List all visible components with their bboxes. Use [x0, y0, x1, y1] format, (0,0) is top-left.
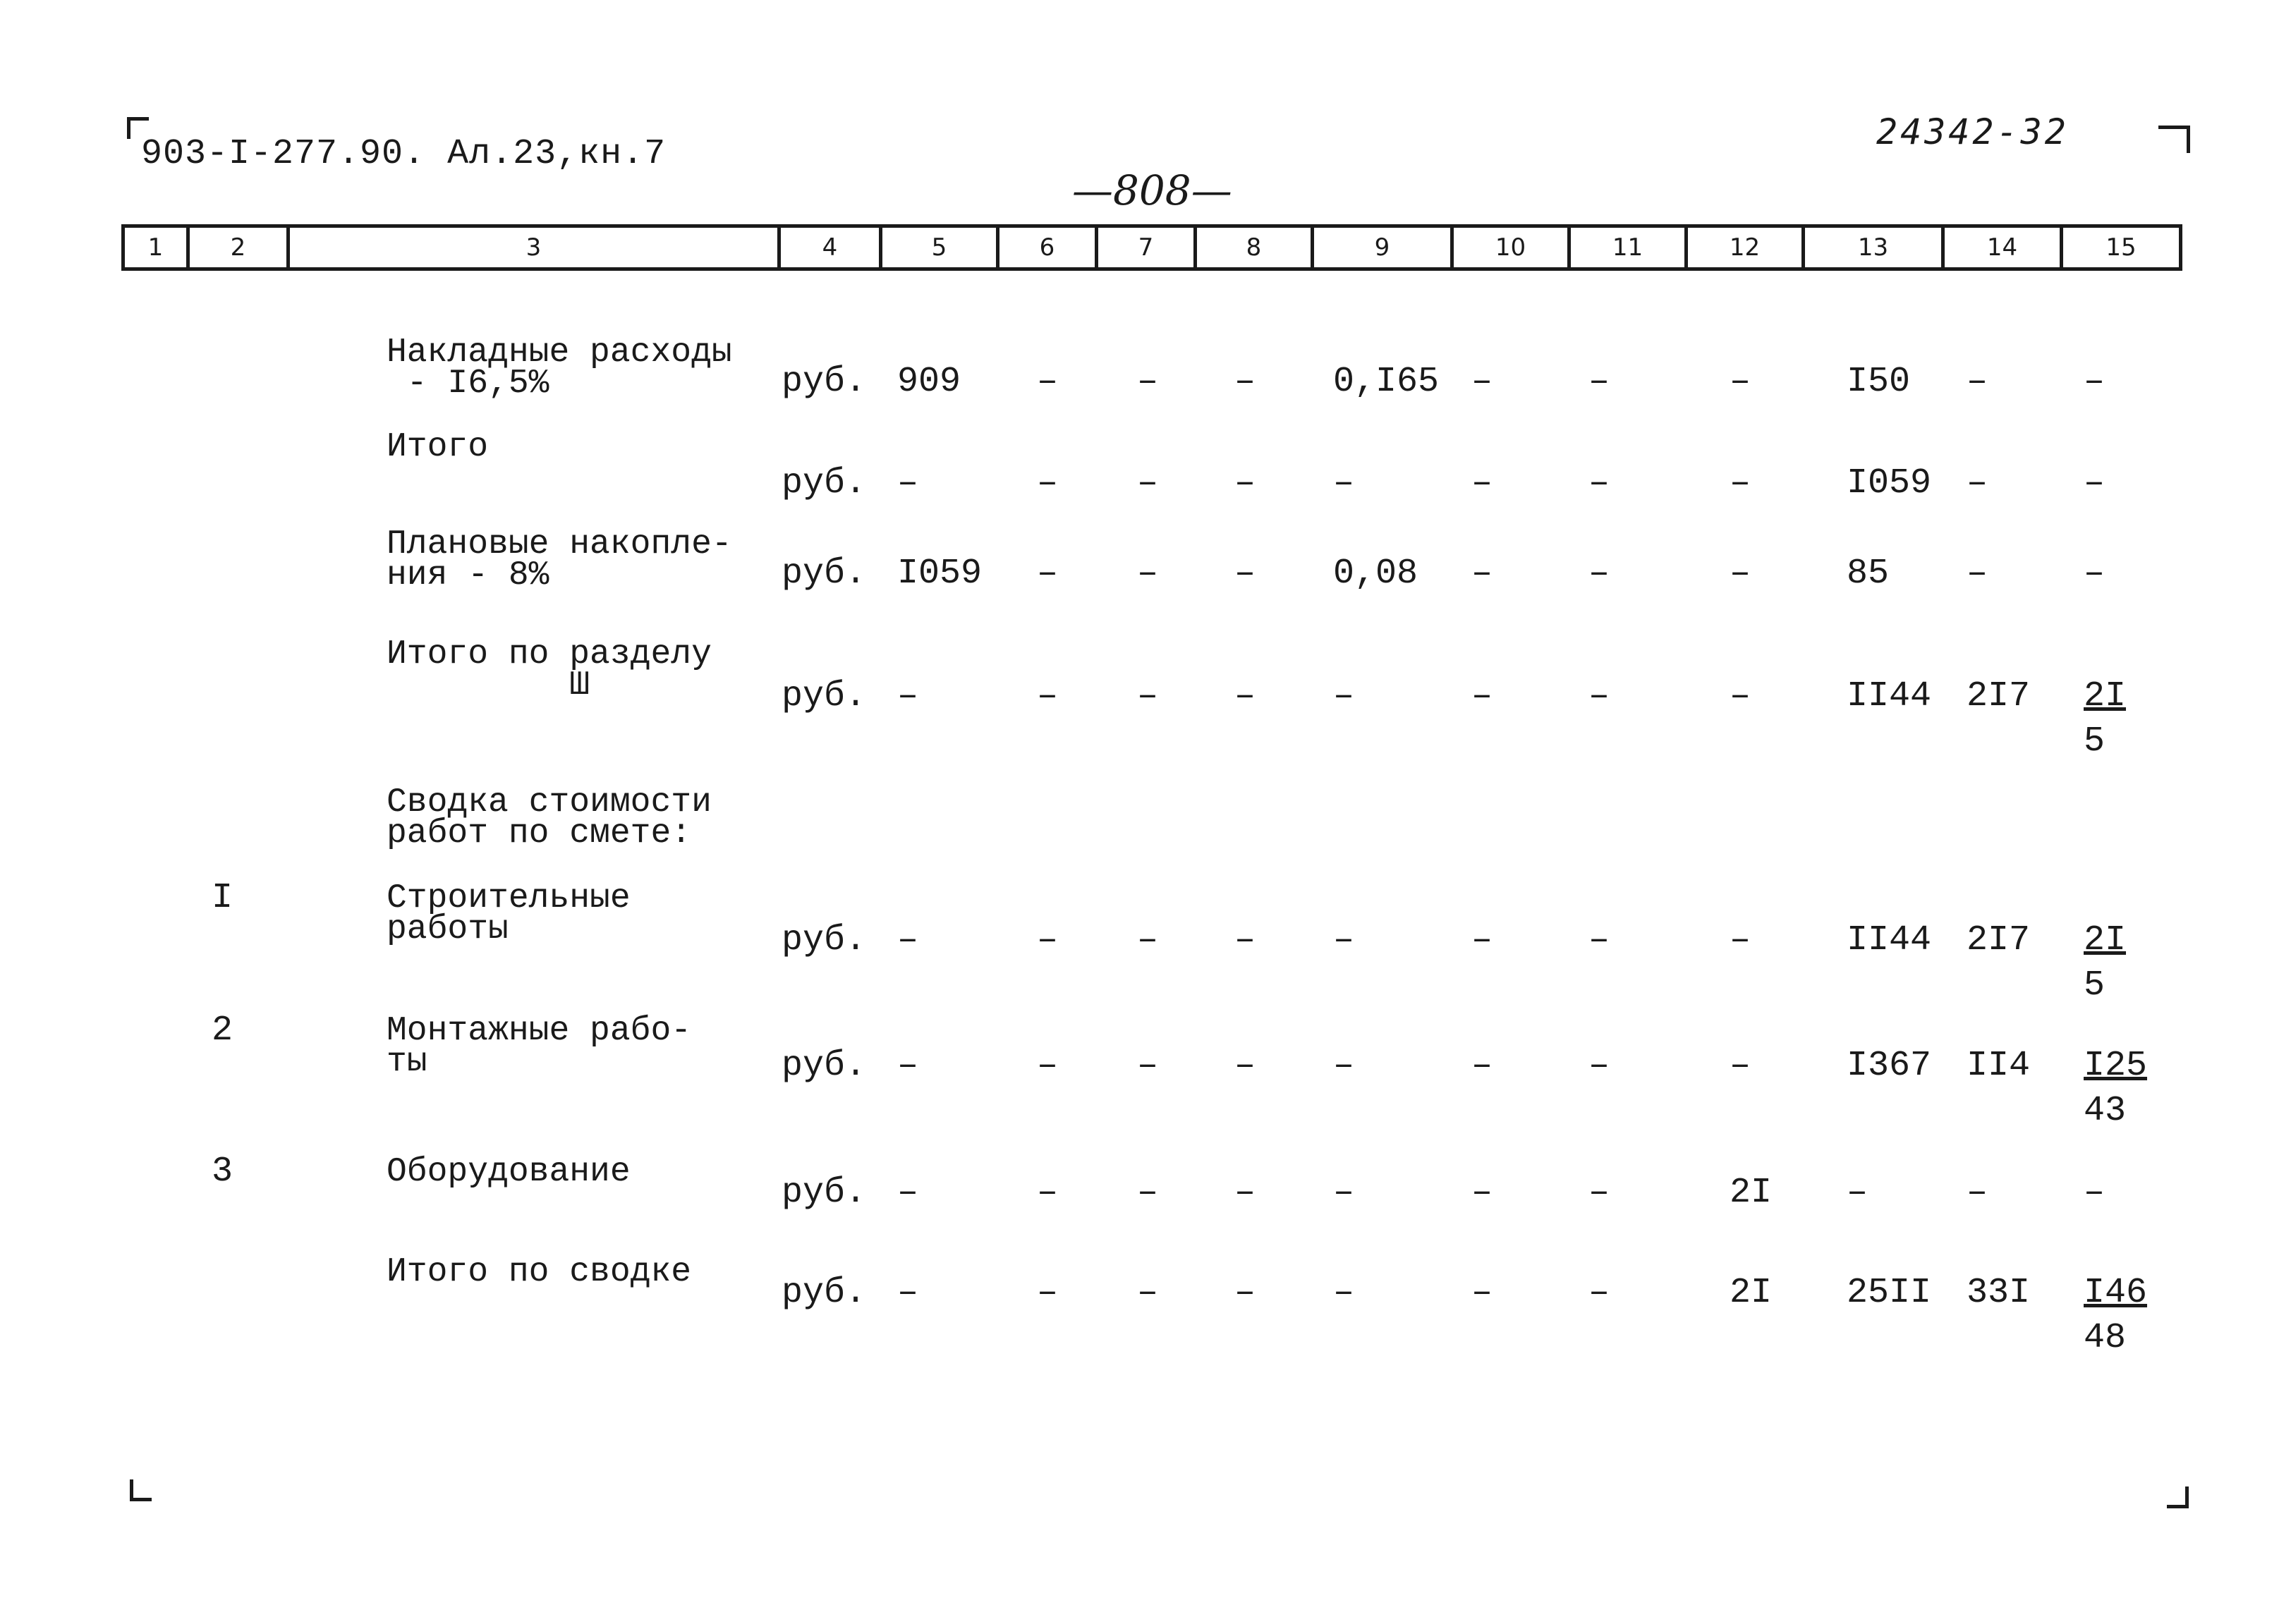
unit: руб. [782, 676, 867, 716]
value-c8: – [1234, 1046, 1256, 1086]
value-c13: I059 [1847, 463, 1932, 503]
item-name: Монтажные рабо- ты [387, 1012, 692, 1081]
value-c7: – [1137, 362, 1159, 402]
value-c12: – [1730, 1046, 1751, 1086]
value-c15-top: 2I [2084, 920, 2127, 960]
value-c15-top: I25 [2084, 1046, 2148, 1086]
column-header-1: 1 [125, 228, 190, 267]
value-c8: – [1234, 362, 1256, 402]
value-c10: – [1471, 676, 1493, 716]
value-c8: – [1234, 554, 1256, 594]
unit: руб. [782, 920, 867, 960]
unit: руб. [782, 1273, 867, 1313]
row-number: 3 [212, 1152, 233, 1192]
item-name: Плановые накопле- ния - 8% [387, 525, 732, 594]
value-c8: – [1234, 920, 1256, 960]
column-header-12: 12 [1688, 228, 1805, 267]
column-header-9: 9 [1314, 228, 1454, 267]
value-c6: – [1037, 1046, 1059, 1086]
value-c9: – [1333, 676, 1355, 716]
value-c6: – [1037, 362, 1059, 402]
value-c14: 33I [1967, 1273, 2031, 1313]
value-c15-bottom: 5 [2084, 721, 2105, 762]
value-c14: 2I7 [1967, 676, 2031, 716]
unit: руб. [782, 463, 867, 503]
value-c9: 0,I65 [1333, 362, 1440, 402]
value-c6: – [1037, 554, 1059, 594]
column-header-3: 3 [290, 228, 781, 267]
value-c14: – [1967, 463, 1988, 503]
value-c11: – [1588, 1046, 1610, 1086]
value-c13: 25II [1847, 1273, 1932, 1313]
value-c5: – [897, 1173, 919, 1213]
value-c5: – [897, 463, 919, 503]
value-c7: – [1137, 676, 1159, 716]
value-c12: 2I [1730, 1273, 1773, 1313]
unit: руб. [782, 1173, 867, 1213]
document-code: 903-I-277.90. Ал.23,кн.7 [141, 134, 667, 174]
value-c15-top: I46 [2084, 1273, 2148, 1313]
value-c12: – [1730, 920, 1751, 960]
value-c8: – [1234, 1173, 1256, 1213]
value-c8: – [1234, 676, 1256, 716]
column-number-header [121, 224, 2182, 271]
value-c15-top: 2I [2084, 676, 2127, 716]
value-c10: – [1471, 463, 1493, 503]
value-c5: – [897, 1046, 919, 1086]
unit: руб. [782, 1046, 867, 1086]
value-c5: – [897, 920, 919, 960]
unit: руб. [782, 554, 867, 594]
value-c10: – [1471, 1273, 1493, 1313]
item-name: Итого по разделу Ш [387, 635, 712, 704]
item-name: Итого по сводке [387, 1253, 692, 1291]
column-header-11: 11 [1571, 228, 1688, 267]
value-c6: – [1037, 463, 1059, 503]
column-header-13: 13 [1805, 228, 1945, 267]
value-c6: – [1037, 1173, 1059, 1213]
value-c12: – [1730, 362, 1751, 402]
corner-mark-bottom-left [130, 1479, 152, 1501]
column-header-6: 6 [999, 228, 1098, 267]
value-c15-bottom: 5 [2084, 965, 2105, 1006]
item-name: Накладные расходы - I6,5% [387, 334, 732, 403]
column-header-14: 14 [1945, 228, 2063, 267]
value-c12: – [1730, 554, 1751, 594]
value-c5: I059 [897, 554, 983, 594]
item-name: Сводка стоимости работ по смете: [387, 783, 712, 853]
value-c11: – [1588, 920, 1610, 960]
value-c7: – [1137, 1173, 1159, 1213]
value-c14: – [1967, 1173, 1988, 1213]
column-header-5: 5 [882, 228, 999, 267]
value-c10: – [1471, 362, 1493, 402]
value-c5: – [897, 1273, 919, 1313]
column-header-4: 4 [781, 228, 882, 267]
column-header-2: 2 [190, 228, 290, 267]
value-c7: – [1137, 1273, 1159, 1313]
value-c14: – [1967, 362, 1988, 402]
value-c11: – [1588, 1173, 1610, 1213]
value-c8: – [1234, 1273, 1256, 1313]
value-c13: I367 [1847, 1046, 1932, 1086]
value-c15-top: – [2084, 362, 2105, 402]
value-c13: I50 [1847, 362, 1911, 402]
value-c6: – [1037, 920, 1059, 960]
value-c6: – [1037, 676, 1059, 716]
page-number: —808— [1072, 166, 1232, 214]
value-c11: – [1588, 463, 1610, 503]
value-c12: – [1730, 463, 1751, 503]
value-c7: – [1137, 554, 1159, 594]
value-c11: – [1588, 676, 1610, 716]
item-name: Строительные работы [387, 879, 631, 948]
row-number: I [212, 878, 233, 918]
value-c9: – [1333, 1173, 1355, 1213]
value-c9: – [1333, 920, 1355, 960]
value-c15-top: – [2084, 1173, 2105, 1213]
value-c7: – [1137, 1046, 1159, 1086]
value-c14: II4 [1967, 1046, 2031, 1086]
document-number: 24342-32 [1876, 111, 2069, 152]
value-c9: – [1333, 1273, 1355, 1313]
value-c10: – [1471, 1173, 1493, 1213]
value-c6: – [1037, 1273, 1059, 1313]
column-header-8: 8 [1197, 228, 1314, 267]
value-c15-bottom: 43 [2084, 1091, 2127, 1131]
column-header-10: 10 [1454, 228, 1571, 267]
value-c15-top: – [2084, 463, 2105, 503]
value-c13: II44 [1847, 676, 1932, 716]
corner-mark-bottom-right [2167, 1486, 2189, 1508]
value-c7: – [1137, 920, 1159, 960]
item-name: Итого [387, 428, 489, 466]
value-c9: – [1333, 1046, 1355, 1086]
value-c12: 2I [1730, 1173, 1773, 1213]
value-c15-top: – [2084, 554, 2105, 594]
value-c10: – [1471, 1046, 1493, 1086]
value-c9: – [1333, 463, 1355, 503]
value-c9: 0,08 [1333, 554, 1418, 594]
value-c13: 85 [1847, 554, 1890, 594]
value-c8: – [1234, 463, 1256, 503]
value-c7: – [1137, 463, 1159, 503]
value-c13: II44 [1847, 920, 1932, 960]
row-number: 2 [212, 1011, 233, 1051]
corner-mark-top-right [2158, 126, 2190, 153]
value-c10: – [1471, 920, 1493, 960]
value-c11: – [1588, 362, 1610, 402]
value-c11: – [1588, 1273, 1610, 1313]
value-c14: – [1967, 554, 1988, 594]
value-c11: – [1588, 554, 1610, 594]
value-c12: – [1730, 676, 1751, 716]
value-c15-bottom: 48 [2084, 1318, 2127, 1358]
column-header-15: 15 [2105, 233, 2137, 262]
value-c5: – [897, 676, 919, 716]
value-c5: 909 [897, 362, 961, 402]
column-header-7: 7 [1098, 228, 1197, 267]
unit: руб. [782, 362, 867, 402]
value-c13: – [1847, 1173, 1868, 1213]
value-c10: – [1471, 554, 1493, 594]
item-name: Оборудование [387, 1153, 631, 1191]
value-c14: 2I7 [1967, 920, 2031, 960]
